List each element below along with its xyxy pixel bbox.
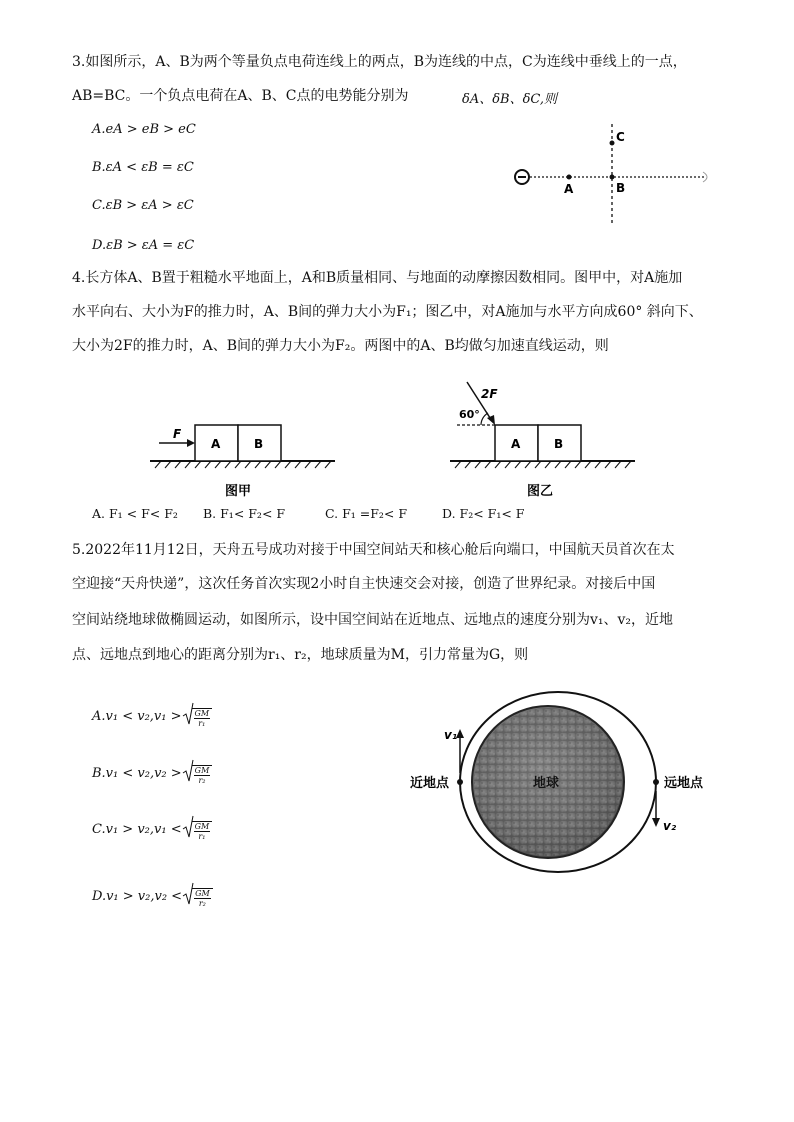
sqrt-icon (182, 885, 213, 908)
point-b (610, 175, 615, 180)
q4-option-b[interactable]: B. F₁< F₂< F (203, 506, 286, 521)
earth-label: 地球 (533, 776, 560, 791)
fraction-numerator: GM (195, 889, 210, 898)
block-b-label: B (554, 437, 564, 451)
perigee-label: 近地点 (410, 776, 450, 791)
q3-option-c[interactable]: C.εB > εA > εC (92, 198, 194, 213)
q5-option-c-text: C.v₁ > v₂,v₁ < (92, 822, 182, 837)
q5-option-c[interactable] (92, 818, 212, 841)
point-c (610, 141, 615, 146)
caption-right: 图乙 (527, 484, 554, 499)
q4-figure-left (145, 415, 340, 500)
q4-line3: 大小为2F的推力时，A、B间的弹力大小为F₂。两图中的A、B均做匀加速直线运动，则 (72, 338, 609, 354)
fraction-numerator: GM (194, 709, 210, 718)
q5-line4: 点、远地点到地心的距离分别为r₁、r₂，地球质量为M，引力常量为G，则 (72, 647, 529, 663)
q4-figure-right (445, 378, 640, 500)
q5-option-a[interactable] (92, 705, 212, 728)
q3-option-a[interactable]: A.eA > eB > eC (92, 122, 196, 137)
caption-left: 图甲 (225, 484, 252, 499)
label-a: A (564, 182, 574, 196)
q3-figure (505, 118, 720, 228)
fraction-numerator: GM (194, 822, 210, 831)
force-label: F (173, 427, 182, 441)
sqrt-icon (182, 705, 213, 728)
q3-line2: AB=BC。一个负点电荷在A、B、C点的电势能分别为 (72, 88, 409, 104)
sqrt-icon (182, 762, 213, 785)
v2-label: v₂ (663, 819, 677, 833)
label-b: B (616, 181, 626, 195)
sqrt-icon (182, 818, 213, 841)
q5-option-a-text: A.v₁ < v₂,v₁ > (92, 709, 182, 724)
q3-line2-symbols: δA、δB、δC,则 (462, 92, 558, 107)
force-label: 2F (481, 387, 498, 401)
q5-option-b[interactable] (92, 762, 212, 785)
q3-option-b[interactable]: B.εA < εB = εC (92, 160, 194, 175)
point-a (567, 175, 572, 180)
q5-line2: 空迎接“天舟快递”，这次任务首次实现2小时自主快速交会对接，创造了世界纪录。对接后中国 (72, 576, 656, 592)
v1-label: v₁ (444, 728, 458, 742)
q5-line1: 5.2022年11月12日，天舟五号成功对接于中国空间站天和核心舱后向端口，中国航天员首次在太 (72, 542, 675, 558)
apogee-label: 远地点 (664, 776, 704, 791)
q5-option-d-text: D.v₁ > v₂,v₂ < (92, 889, 183, 904)
angle-arc (481, 413, 488, 425)
q5-line3: 空间站绕地球做椭圆运动，如图所示，设中国空间站在近地点、远地点的速度分别为v₁、v₂，近地 (72, 612, 674, 628)
block-a-label: A (511, 437, 521, 451)
q4-option-a[interactable]: A. F₁ < F< F₂ (92, 506, 178, 521)
label-c: C (616, 130, 625, 144)
angle-label: 60° (459, 408, 480, 421)
fraction-denominator: r₂ (198, 776, 206, 785)
q4-option-d[interactable]: D. F₂< F₁< F (442, 506, 525, 521)
fraction-denominator: r₂ (198, 899, 206, 908)
block-b-label: B (254, 437, 264, 451)
q4-option-c[interactable]: C. F₁ =F₂< F (325, 506, 408, 521)
block-a-label: A (211, 437, 221, 451)
perigee-point (457, 779, 463, 785)
q3-line1: 3.如图所示，A、B为两个等量负点电荷连线上的两点，B为连线的中点，C为连线中垂线上的一点， (72, 54, 687, 70)
fraction-denominator: r₁ (198, 719, 206, 728)
fraction-denominator: r₁ (198, 832, 206, 841)
q5-option-b-text: B.v₁ < v₂,v₂ > (92, 766, 182, 781)
apogee-point (653, 779, 659, 785)
q3-option-d[interactable]: D.εB > εA = εC (92, 238, 195, 253)
q5-option-d[interactable] (92, 885, 213, 908)
q4-line2: 水平向右、大小为F的推力时，A、B间的弹力大小为F₁；图乙中，对A施加与水平方向成60° 斜向下、 (72, 304, 703, 320)
fraction-numerator: GM (194, 766, 210, 775)
q4-line1: 4.长方体A、B置于粗糙水平地面上，A和B质量相同、与地面的动摩擦因数相同。图甲中，对A施加 (72, 270, 683, 286)
q5-figure (400, 685, 730, 875)
